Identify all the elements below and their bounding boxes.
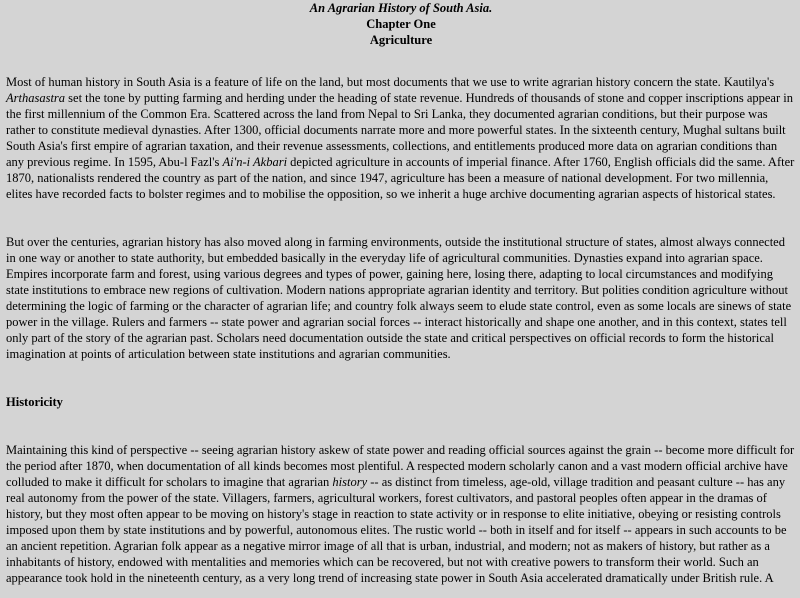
paragraph-3-text-2: -- as distinct from timeless, age-old, village tradition and peasant culture -- has any real autonomy from the power of the state. Villagers, farmers, agricultural workers, forest cultivators, and pastoral peoples often appear in the dramas of history, but they most often appear to be moving on history's stage in reaction to state activity or in response to elite initiative, obeying or resisting controls imposed upon them by state institutions and by powerful, autonomous elites. The rustic world -- both in itself and for itself -- appears in such accounts to be an ancient repetition. Agrarian folk appear as a negative mirror image of all that is urban, industrial, and modern; not as makers of history, but rather as a inhabitants of history, endowed with mentalities and memories which can be recovered, but not with creative powers to transform their world. Such an appearance took hold in the nineteenth century, as a very long trend of increasing state power in South Asia accelerated dramatically under British rule. A — [6, 475, 787, 585]
chapter-title: Agriculture — [369, 33, 433, 47]
paragraph-3-text-1: Maintaining this kind of perspective -- seeing agrarian history askew of state power and reading official sources against the grain -- become more difficult for the period after 1870, when documentation of all kinds becomes most plentiful. A respected modern scholarly canon and a vast modern official archive have colluded to make it difficult for scholars to imagine that agrarian — [6, 443, 795, 489]
chapter-number: Chapter One — [366, 17, 436, 31]
history-emphasis: history — [332, 475, 368, 489]
book-title: An Agrarian History of South Asia. — [309, 1, 493, 15]
arthasastra-title: Arthasastra — [6, 91, 66, 105]
paragraph-3 — [6, 442, 796, 586]
paragraph-1-text-2: set the tone by putting farming and herding under the heading of state revenue. Hundreds of thousands of stone and copper inscriptions appear in the first millennium of the Common Era. Scattered across the land from Nepal to Sri Lanka, they documented agrarian conditions, but their purpose was rather to constitute medieval dynasties. After 1300, official documents narrate more and more powerful states. In the sixteenth century, Mughal sultans built South Asia's first empire of agrarian taxation, and their revenue assessments, collections, and entitlements produced more data on agrarian conditions than any previous regime. In 1595, Abu-l Fazl's — [6, 91, 793, 169]
paragraph-1-text-3: depicted agriculture in accounts of imperial finance. After 1760, English officials did the same. After 1870, nationalists rendered the country as part of the nation, and since 1947, agriculture has been a measure of national development. For two millennia, elites have recorded facts to bolster regimes and to mobilise the opposition, so we inherit a huge archive documenting agrarian aspects of historical states. — [6, 155, 795, 201]
paragraph-1-text-1: Most of human history in South Asia is a feature of life on the land, but most documents that we use to write agrarian history concern the state. Kautilya's — [6, 75, 775, 89]
ain-i-akbari-title: Ai'n-i Akbari — [222, 155, 288, 169]
paragraph-1 — [6, 74, 796, 202]
paragraph-2: But over the centuries, agrarian history has also moved along in farming environments, outside the institutional structure of states, almost always connected in one way or another to state authority, but embedded basically in the everyday life of agricultural communities. Dynasties expand into agrarian space. Empires incorporate farm and forest, using various degrees and types of power, gaining here, losing there, adapting to local circumstances and modifying state institutions to embrace new regions of cultivation. Modern nations appropriate agrarian identity and territory. But polities condition agriculture without determining the logic of farming or the character of agrarian life; and country folk always seem to elude state control, even as some locals are sinews of state power in the village. Rulers and farmers -- state power and agrarian social forces -- interact historically and shape one another, and in this context, states tell only part of the story of the agrarian past. Scholars need documentation outside the state and critical perspectives on official records to form the historical imagination at points of articulation between state institutions and agrarian communities. — [6, 235, 792, 361]
section-heading: Historicity — [6, 395, 63, 409]
document-header — [6, 0, 796, 48]
